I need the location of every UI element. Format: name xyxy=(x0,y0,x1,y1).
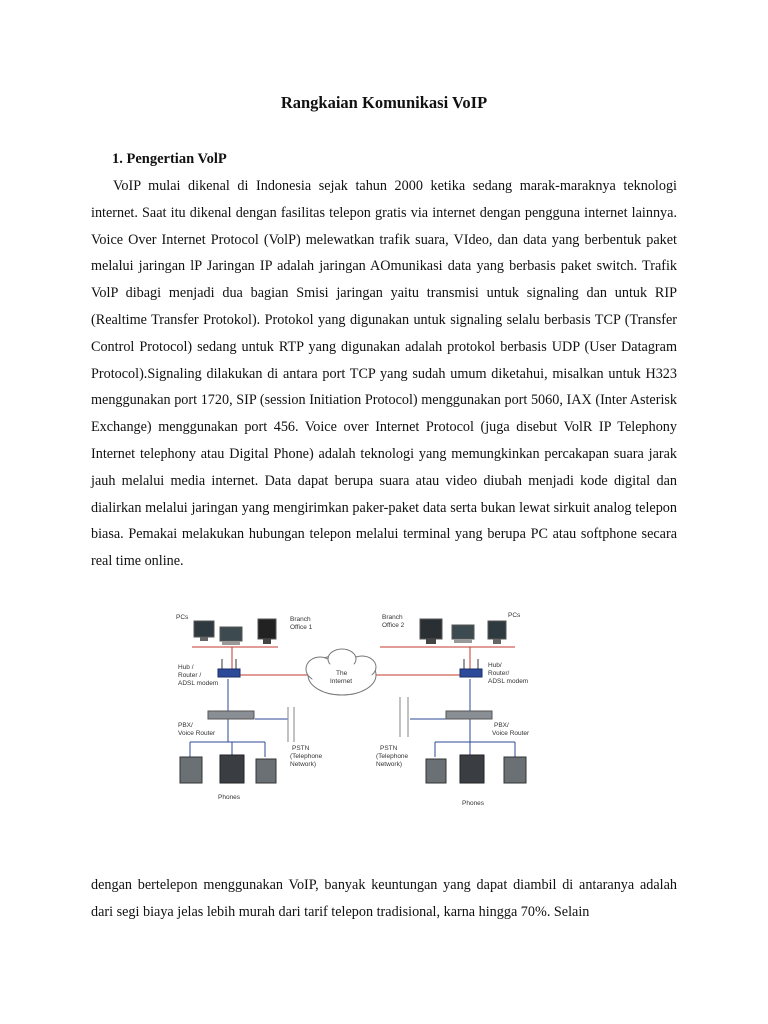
phone-right-2 xyxy=(460,755,484,783)
label-branch2-line1: Branch xyxy=(382,614,403,621)
label-pbx-right-2: Voice Router xyxy=(492,730,530,737)
label-phones-left: Phones xyxy=(218,794,241,801)
phone-left-3 xyxy=(256,759,276,783)
label-phones-right: Phones xyxy=(462,800,485,807)
section-heading: 1. Pengertian VolP xyxy=(112,151,227,167)
label-branch2-line2: Office 2 xyxy=(382,622,405,629)
pstn-poles-right xyxy=(400,697,408,737)
body-paragraph-2: dengan bertelepon menggunakan VoIP, banyak keuntungan yang dapat diambil di antaranya adalah dari segi biaya jelas lebih murah dari tarif telepon tradisional, karna hingga 70%. Selain xyxy=(91,877,677,920)
label-pstn-left-1: PSTN xyxy=(292,745,310,752)
pstn-poles-left xyxy=(288,707,294,742)
router-left xyxy=(218,659,240,677)
pc-left-2 xyxy=(220,627,242,645)
pbx-left xyxy=(208,711,254,719)
label-hub-left-1: Hub / xyxy=(178,664,194,671)
body-paragraph-1: VoIP mulai dikenal di Indonesia sejak tahun 2000 ketika sedang marak-maraknya teknologi internet. Saat itu dikenal dengan fasilitas telepon gratis via internet dengan pengguna internet lainnya. Voice Over Internet Protocol (VolP) melewatkan trafik suara, VIdeo, dan data yang berbentuk paket melalui jaringan lP Jaringan IP adalah jaringan AOmunikasi data yang berbasis paket switch. Trafik VolP dibagi menjadi dua bagian Smisi jaringan yaitu transmisi untuk signaling dan untuk RIP (Realtime Transfer Protokol). Protokol yang digunakan untuk signaling selalu berbasis TCP (Transfer Control Protocol) sedang untuk RTP yang digunakan adalah protokol berbasis UDP (User Datagram Protocol).Signaling dilakukan di antara port TCP yang sudah umum diketahui, misalkan untuk H323 menggunakan port 1720, SIP (session Initiation Protocol) menggunakan port 5060, IAX (Inter Asterisk Exchange) menggunakan port 456. Voice over Internet Protocol (juga disebut VolR IP Telephony Internet telephony atau Digital Phone) adalah teknologi yang memungkinkan percakapan suara jarak jauh melalui media internet. Data dapat berupa suara atau video diubah menjadi kode digital dan dialirkan melalui jaringan yang mengirimkan paker-paket data serta bukan lewat sirkuit analog telepon biasa. Pemakai melakukan hubungan telepon melalui terminal yang berupa PC atau softphone secara real time online. xyxy=(91,178,677,570)
pc-right-1 xyxy=(420,619,442,644)
label-pcs-right: PCs xyxy=(508,612,521,619)
label-hub-right-3: ADSL modem xyxy=(488,678,529,685)
phone-left-2 xyxy=(220,755,244,783)
pbx-right xyxy=(446,711,492,719)
label-pbx-left-1: PBX/ xyxy=(178,722,193,729)
label-pstn-right-3: Network) xyxy=(376,761,403,768)
label-hub-right-1: Hub/ xyxy=(488,662,502,669)
voip-network-diagram xyxy=(170,607,530,822)
pc-left-1 xyxy=(194,621,214,641)
pc-right-3 xyxy=(488,621,506,644)
label-internet-2: Internet xyxy=(330,678,353,685)
label-branch1-line1: Branch xyxy=(290,616,311,623)
phone-left-1 xyxy=(180,757,202,783)
document-title: Rangkaian Komunikasi VoIP xyxy=(280,93,488,112)
phone-right-3 xyxy=(504,757,526,783)
label-internet-1: The xyxy=(336,670,348,677)
label-pstn-right-1: PSTN xyxy=(380,745,398,752)
label-pstn-left-3: Network) xyxy=(290,761,317,768)
label-branch1-line2: Office 1 xyxy=(290,624,313,631)
label-hub-left-3: ADSL modem xyxy=(178,680,219,687)
label-pcs-left: PCs xyxy=(176,614,189,621)
router-right xyxy=(460,659,482,677)
pc-right-2 xyxy=(452,625,474,643)
phone-right-1 xyxy=(426,759,446,783)
label-hub-right-2: Router/ xyxy=(488,670,510,677)
label-pbx-left-2: Voice Router xyxy=(178,730,216,737)
pc-left-3 xyxy=(258,619,276,644)
label-pbx-right-1: PBX/ xyxy=(494,722,509,729)
label-hub-left-2: Router / xyxy=(178,672,202,679)
label-pstn-right-2: (Telephone xyxy=(376,753,409,760)
label-pstn-left-2: (Telephone xyxy=(290,753,323,760)
